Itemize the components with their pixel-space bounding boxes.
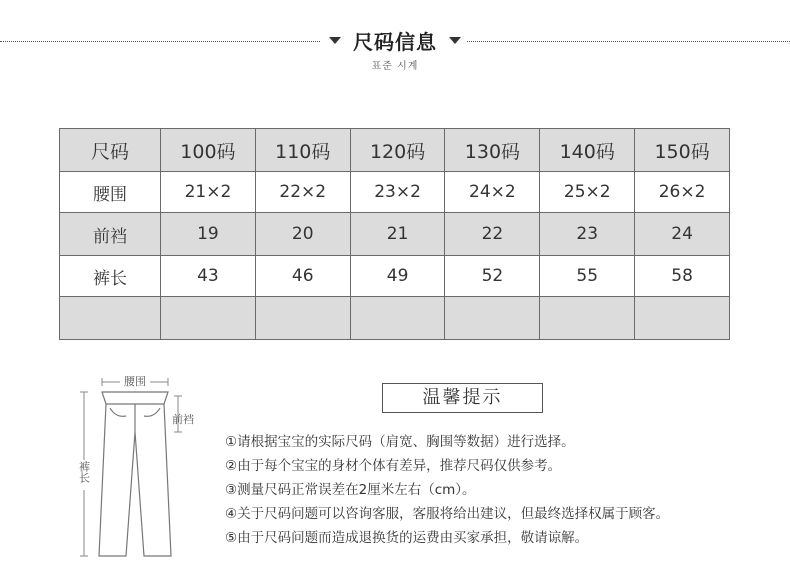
tip-item: ③测量尺码正常误差在2厘米左右（cm）。: [225, 482, 476, 498]
row-label-waist: 腰围: [60, 172, 161, 213]
length-label: 裤长: [77, 461, 91, 483]
pants-outline: [99, 392, 171, 556]
table-cell: [60, 297, 161, 340]
table-cell: [540, 297, 635, 340]
table-cell: [635, 297, 730, 340]
table-cell: [255, 297, 350, 340]
table-cell: 24: [635, 213, 730, 256]
table-row: [60, 256, 730, 297]
tip-item: ②由于每个宝宝的身材个体有差异，推荐尺码仅供参考。: [225, 458, 562, 474]
table-cell: 20: [255, 213, 350, 256]
tips-list: [225, 430, 669, 550]
size-table: [59, 128, 730, 340]
table-cell: 25×2: [540, 172, 635, 213]
table-cell: 21: [350, 213, 445, 256]
table-cell: 22: [445, 213, 540, 256]
table-header-cell: 120码: [350, 129, 445, 172]
table-cell: 52: [445, 256, 540, 297]
table-header-cell: 100码: [161, 129, 256, 172]
header-arrow-right-icon: [449, 37, 461, 44]
table-cell: 49: [350, 256, 445, 297]
waist-label: 腰围: [124, 375, 146, 388]
pants-diagram: [60, 368, 230, 568]
table-header-row: [60, 129, 730, 172]
table-header-cell: 140码: [540, 129, 635, 172]
table-header-cell: 150码: [635, 129, 730, 172]
table-header-cell: 尺码: [60, 129, 161, 172]
row-label-length: 裤长: [60, 256, 161, 297]
page-title: 尺码信息: [353, 30, 437, 54]
table-cell: 26×2: [635, 172, 730, 213]
table-cell: 21×2: [161, 172, 256, 213]
header-divider-right: [467, 41, 790, 42]
table-row-empty: [60, 297, 730, 340]
table-cell: [350, 297, 445, 340]
table-cell: 24×2: [445, 172, 540, 213]
table-cell: 43: [161, 256, 256, 297]
table-cell: [161, 297, 256, 340]
tips-title: 温馨提示: [382, 383, 543, 413]
tip-item: ①请根据宝宝的实际尺码（肩宽、胸围等数据）进行选择。: [225, 434, 575, 450]
header-arrow-left-icon: [329, 37, 341, 44]
table-cell: [445, 297, 540, 340]
page-subtitle: 표준 시계: [371, 61, 419, 72]
table-cell: 23: [540, 213, 635, 256]
row-label-front-rise: 前裆: [60, 213, 161, 256]
table-cell: 23×2: [350, 172, 445, 213]
tip-item: ④关于尺码问题可以咨询客服，客服将给出建议，但最终选择权属于顾客。: [225, 506, 670, 522]
table-cell: 58: [635, 256, 730, 297]
header-divider-left: [0, 41, 320, 42]
table-cell: 55: [540, 256, 635, 297]
front-rise-label: 前裆: [172, 413, 194, 426]
table-cell: 46: [255, 256, 350, 297]
table-cell: 22×2: [255, 172, 350, 213]
table-row: [60, 213, 730, 256]
table-row: [60, 172, 730, 213]
tip-item: ⑤由于尺码问题而造成退换货的运费由买家承担，敬请谅解。: [225, 530, 589, 546]
table-cell: 19: [161, 213, 256, 256]
table-header-cell: 130码: [445, 129, 540, 172]
table-header-cell: 110码: [255, 129, 350, 172]
